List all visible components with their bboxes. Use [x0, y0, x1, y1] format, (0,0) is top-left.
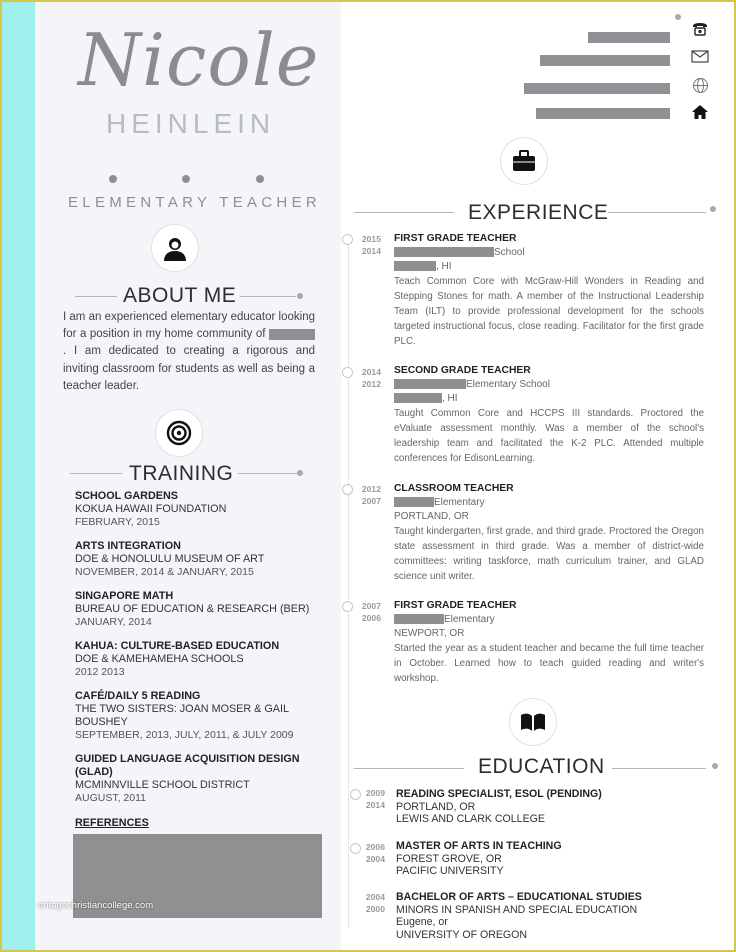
education-detail: FOREST GROVE, OR — [396, 852, 502, 865]
location-suffix: , HI — [436, 261, 452, 272]
year-start: 2009 — [365, 788, 385, 798]
location-suffix: , HI — [442, 393, 458, 404]
envelope-icon — [689, 47, 711, 65]
training-date: NOVEMBER, 2014 & JANUARY, 2015 — [75, 566, 254, 578]
experience-title: FIRST GRADE TEACHER — [394, 600, 517, 611]
school-suffix: Elementary School — [466, 379, 550, 390]
school-suffix: Elementary — [434, 497, 485, 508]
education-detail: PORTLAND, OR — [396, 800, 476, 813]
education-detail: UNIVERSITY OF OREGON — [396, 928, 528, 941]
experience-title: FIRST GRADE TEACHER — [394, 233, 517, 244]
contact-phone-redacted — [588, 32, 670, 43]
about-icon-circle — [151, 224, 199, 272]
book-icon — [520, 712, 546, 732]
experience-heading: EXPERIENCE — [468, 201, 609, 224]
education-item — [396, 891, 696, 941]
decor-dot — [297, 293, 303, 299]
about-heading: ABOUT ME — [123, 284, 237, 307]
experience-description: Teach Common Core with McGraw-Hill Wonders in Reading and Stepping Stones for math. A member of the Instructional Leadership Team (ILT) to provide professional development for the schools targeted instructional focus, close reading. Facilitator for the first grade PLC. — [394, 276, 704, 347]
divider — [354, 212, 454, 213]
person-icon — [162, 235, 188, 261]
experience-school — [394, 378, 704, 392]
divider — [612, 768, 706, 769]
degree-title: MASTER OF ARTS IN TEACHING — [396, 840, 562, 852]
decor-dot — [675, 14, 681, 20]
divider — [608, 212, 706, 213]
experience-item — [394, 599, 704, 686]
training-org: MCMINNVILLE SCHOOL DISTRICT — [75, 779, 250, 791]
experience-location: PORTLAND, OR — [394, 511, 469, 522]
contact-web-redacted — [524, 83, 670, 94]
year-end: 2006 — [361, 613, 381, 623]
decor-dot — [109, 175, 117, 183]
about-text — [63, 309, 315, 395]
redacted-city — [394, 393, 442, 403]
training-item — [75, 540, 335, 579]
redacted-school — [394, 497, 434, 507]
about-text-part: . I am dedicated to creating a rigorous and inviting classroom for students as well as being a teacher leader. — [63, 345, 315, 392]
training-list — [75, 490, 335, 816]
contact-email-redacted — [540, 55, 670, 66]
experience-item — [394, 364, 704, 466]
divider — [354, 768, 464, 769]
degree-title: READING SPECIALIST, ESOL (PENDING) — [396, 788, 602, 800]
year-range — [355, 841, 385, 865]
training-item — [75, 690, 335, 742]
education-heading: EDUCATION — [478, 755, 605, 778]
experience-title: CLASSROOM TEACHER — [394, 483, 514, 494]
target-icon — [166, 420, 192, 446]
training-item — [75, 490, 335, 529]
experience-icon-circle — [500, 137, 548, 185]
redacted-school — [394, 379, 466, 389]
training-date: FEBRUARY, 2015 — [75, 516, 160, 528]
experience-school — [394, 613, 704, 627]
home-icon — [689, 103, 711, 121]
training-date: SEPTEMBER, 2013, JULY, 2011, & JULY 2009 — [75, 729, 294, 741]
education-icon-circle — [509, 698, 557, 746]
experience-description: Started the year as a student teacher and became the full time teacher in October. Learned how to teach guided reading and writer's workshop. — [394, 643, 704, 684]
decor-dot — [297, 470, 303, 476]
experience-location — [394, 392, 704, 406]
year-start: 2012 — [361, 484, 381, 494]
degree-title: BACHELOR OF ARTS – EDUCATIONAL STUDIES — [396, 891, 642, 903]
experience-description: Taught Common Core and HCCPS III standards. Proctored the eValuate assessment monthly. Was a member of the school's leadership team and facilitated the K-2 PLC. Attended multiple conferences for EdisonLearning. — [394, 408, 704, 464]
redacted-school — [394, 247, 494, 257]
phone-icon — [689, 20, 711, 38]
globe-icon — [689, 76, 711, 94]
training-org: DOE & HONOLULU MUSEUM OF ART — [75, 553, 265, 565]
experience-item — [394, 482, 704, 584]
year-range — [355, 891, 385, 915]
education-detail: Eugene, or — [396, 916, 448, 928]
training-item — [75, 590, 335, 629]
training-title: KAHUA: CULTURE-BASED EDUCATION — [75, 640, 280, 652]
experience-item — [394, 232, 704, 349]
school-suffix: Elementary — [444, 614, 495, 625]
year-start: 2006 — [365, 842, 385, 852]
training-title: ARTS INTEGRATION — [75, 540, 181, 552]
year-end: 2014 — [361, 246, 381, 256]
training-title: GUIDED LANGUAGE ACQUISITION DESIGN (GLAD) — [75, 753, 300, 778]
divider — [75, 296, 117, 297]
contact-address-redacted — [536, 108, 670, 119]
divider — [70, 473, 122, 474]
decor-dot — [710, 206, 716, 212]
education-item — [396, 840, 696, 878]
year-start: 2007 — [361, 601, 381, 611]
training-date: AUGUST, 2011 — [75, 792, 147, 804]
divider — [238, 473, 298, 474]
year-end: 2007 — [361, 496, 381, 506]
experience-school — [394, 246, 704, 260]
training-title: SCHOOL GARDENS — [75, 490, 178, 502]
training-item — [75, 640, 335, 679]
training-org: THE TWO SISTERS: JOAN MOSER & GAIL BOUSHEY — [75, 703, 289, 728]
watermark: eritagechristiancollege.com — [38, 900, 154, 911]
training-title: SINGAPORE MATH — [75, 590, 174, 602]
experience-location: NEWPORT, OR — [394, 628, 465, 639]
experience-description: Taught kindergarten, first grade, and third grade. Proctored the Oregon state assessment in third grade. Was a member of district-wide committees: writing taskforce, math curriculum trainer, and GLAD science unit writer. — [394, 526, 704, 582]
year-range — [351, 233, 381, 257]
divider — [240, 296, 296, 297]
training-title: CAFÉ/DAILY 5 READING — [75, 690, 201, 702]
year-range — [351, 600, 381, 624]
education-detail: PACIFIC UNIVERSITY — [396, 865, 504, 877]
redacted-school — [394, 614, 444, 624]
job-title: ELEMENTARY TEACHER — [68, 194, 322, 211]
training-org: BUREAU OF EDUCATION & RESEARCH (BER) — [75, 603, 310, 615]
experience-school — [394, 496, 704, 510]
training-org: DOE & KAMEHAMEHA SCHOOLS — [75, 653, 244, 665]
year-start: 2004 — [365, 892, 385, 902]
about-text-part: I am an experienced elementary educator looking for a position in my home community of — [63, 311, 315, 341]
year-range — [355, 787, 385, 811]
training-date: JANUARY, 2014 — [75, 616, 152, 628]
experience-title: SECOND GRADE TEACHER — [394, 365, 531, 376]
timeline-line — [348, 238, 351, 928]
year-end: 2000 — [365, 904, 385, 914]
training-heading: TRAINING — [129, 462, 234, 485]
redacted-city — [394, 261, 436, 271]
year-end: 2004 — [365, 854, 385, 864]
training-item — [75, 753, 335, 805]
year-range — [351, 366, 381, 390]
education-detail: MINORS IN SPANISH AND SPECIAL EDUCATION — [396, 903, 638, 916]
education-item — [396, 788, 696, 826]
redacted-city — [269, 329, 315, 340]
training-icon-circle — [155, 409, 203, 457]
decor-dot — [712, 763, 718, 769]
accent-stripe — [2, 2, 35, 950]
training-date: 2012 2013 — [75, 666, 125, 678]
school-suffix: School — [494, 247, 525, 258]
training-org: KOKUA HAWAII FOUNDATION — [75, 503, 227, 515]
first-name: Nicole — [78, 18, 320, 102]
briefcase-icon — [512, 150, 536, 172]
education-detail: LEWIS AND CLARK COLLEGE — [396, 813, 545, 825]
decor-dot — [256, 175, 264, 183]
year-end: 2012 — [361, 379, 381, 389]
year-start: 2015 — [361, 234, 381, 244]
references-heading: REFERENCES — [75, 817, 149, 829]
last-name: HEINLEIN — [106, 108, 276, 139]
year-start: 2014 — [361, 367, 381, 377]
year-end: 2014 — [365, 800, 385, 810]
experience-location — [394, 260, 704, 274]
decor-dot — [182, 175, 190, 183]
year-range — [351, 483, 381, 507]
